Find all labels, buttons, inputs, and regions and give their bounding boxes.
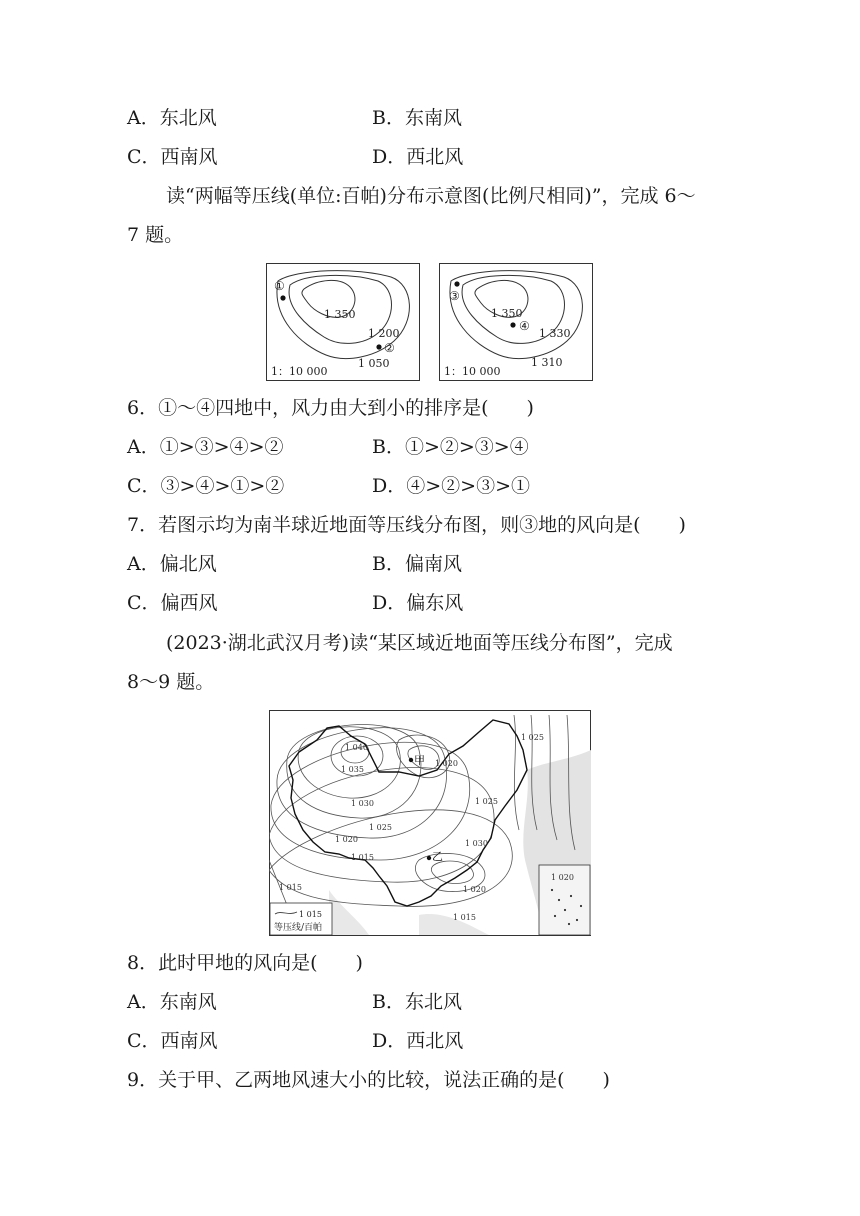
q8-option-d — [372, 1029, 463, 1053]
isobar-label: 1 025 — [475, 797, 498, 806]
option-letter: A． — [127, 107, 160, 129]
option-letter: A． — [127, 991, 160, 1013]
option-letter: D． — [372, 1030, 407, 1052]
isobar-label: 1 035 — [341, 765, 364, 774]
intro-6-7-line2: 7 题。 — [127, 224, 184, 246]
q7-option-d — [372, 591, 463, 615]
q6-option-c — [127, 474, 284, 498]
isobar-label: 1 025 — [369, 823, 392, 832]
regional-isobar-map — [269, 710, 591, 936]
option-text: ④>②>③>① — [406, 475, 530, 497]
q5-option-a — [127, 106, 217, 130]
option-text: ①>③>④>② — [159, 436, 284, 458]
isobar-label-mid: 1 330 — [539, 327, 571, 340]
option-letter: C． — [127, 1030, 161, 1052]
q7-option-c — [127, 591, 218, 615]
option-text: 偏东风 — [406, 592, 464, 614]
q8-option-a — [127, 990, 217, 1014]
q7-option-b — [372, 552, 462, 576]
isobar-label: 1 015 — [351, 853, 374, 862]
point-1-dot — [280, 295, 285, 300]
option-letter: B． — [372, 991, 405, 1013]
q8-stem: 8．此时甲地的风向是( ) — [127, 952, 363, 974]
option-letter: D． — [372, 592, 407, 614]
map-scale: 1：10 000 — [444, 365, 501, 378]
option-text: 西南风 — [160, 146, 218, 168]
isobar-label: 1 015 — [279, 883, 302, 892]
legend-caption: 等压线/百帕 — [274, 923, 323, 933]
point-jia-dot — [409, 758, 413, 762]
isobar-label: 1 030 — [465, 839, 488, 848]
intro-8-9-line1: (2023·湖北武汉月考)读“某区域近地面等压线分布图”，完成 — [166, 632, 673, 654]
isobar-map-left — [266, 263, 420, 381]
option-text: 东北风 — [404, 991, 462, 1013]
option-letter: C． — [127, 146, 161, 168]
isobar-label: 1 020 — [335, 835, 358, 844]
option-letter: B． — [372, 436, 405, 458]
option-text: ①>②>③>④ — [404, 436, 529, 458]
q6-option-a — [127, 435, 284, 459]
q5-option-b — [372, 106, 462, 130]
isobar-label: 1 025 — [521, 733, 544, 742]
point-yi-label: 乙 — [432, 850, 443, 863]
intro-8-9-line2: 8～9 题。 — [127, 671, 215, 693]
q5-option-c — [127, 145, 218, 169]
option-letter: A． — [127, 436, 160, 458]
option-text: 西南风 — [160, 1030, 218, 1052]
option-text: ③>④>①>② — [160, 475, 285, 497]
point-2-label: ② — [384, 341, 395, 355]
isobar-label-mid: 1 200 — [368, 327, 400, 340]
q6-stem: 6．①～④四地中，风力由大到小的排序是( ) — [127, 397, 534, 419]
legend-sample-label: 1 015 — [299, 910, 322, 919]
q8-option-c — [127, 1029, 218, 1053]
option-text: 东南风 — [159, 991, 217, 1013]
point-2-dot — [376, 344, 381, 349]
option-letter: A． — [127, 553, 160, 575]
isobar-map-right — [439, 263, 593, 381]
isobar-label: 1 015 — [453, 913, 476, 922]
point-4-dot — [510, 322, 515, 327]
option-letter: D． — [372, 146, 407, 168]
map-scale: 1：10 000 — [271, 365, 328, 378]
option-text: 西北风 — [406, 146, 464, 168]
option-text: 东北风 — [159, 107, 217, 129]
option-text: 西北风 — [406, 1030, 464, 1052]
point-yi-dot — [427, 856, 431, 860]
q6-option-d — [372, 474, 530, 498]
isobar-label-inner: 1 350 — [324, 308, 356, 321]
point-4-label: ④ — [519, 319, 530, 333]
option-letter: C． — [127, 592, 161, 614]
point-3-dot — [454, 281, 459, 286]
option-letter: D． — [372, 475, 407, 497]
point-3-label: ③ — [449, 289, 460, 303]
option-letter: B． — [372, 553, 405, 575]
option-text: 偏西风 — [160, 592, 218, 614]
q7-option-a — [127, 552, 217, 576]
isobar-label: 1 020 — [463, 885, 486, 894]
isobar-label: 1 020 — [551, 873, 574, 882]
isobar-label-inner: 1 350 — [491, 307, 523, 320]
intro-6-7-line1: 读“两幅等压线(单位:百帕)分布示意图(比例尺相同)”，完成 6～ — [166, 185, 696, 207]
point-jia-label: 甲 — [414, 754, 425, 767]
q5-option-d — [372, 145, 463, 169]
option-text: 偏北风 — [159, 553, 217, 575]
q6-option-b — [372, 435, 529, 459]
option-letter: C． — [127, 475, 161, 497]
option-letter: B． — [372, 107, 405, 129]
point-1-label: ① — [274, 279, 285, 293]
isobar-label: 1 020 — [435, 759, 458, 768]
isobar-label-outer: 1 310 — [531, 356, 563, 369]
q8-option-b — [372, 990, 462, 1014]
isobar-label: 1 040 — [345, 743, 368, 752]
isobar-label-outer: 1 050 — [358, 357, 390, 370]
q9-stem: 9．关于甲、乙两地风速大小的比较，说法正确的是( ) — [127, 1069, 610, 1091]
q7-stem: 7．若图示均为南半球近地面等压线分布图，则③地的风向是( ) — [127, 514, 686, 536]
option-text: 东南风 — [404, 107, 462, 129]
isobar-label: 1 030 — [351, 799, 374, 808]
option-text: 偏南风 — [404, 553, 462, 575]
